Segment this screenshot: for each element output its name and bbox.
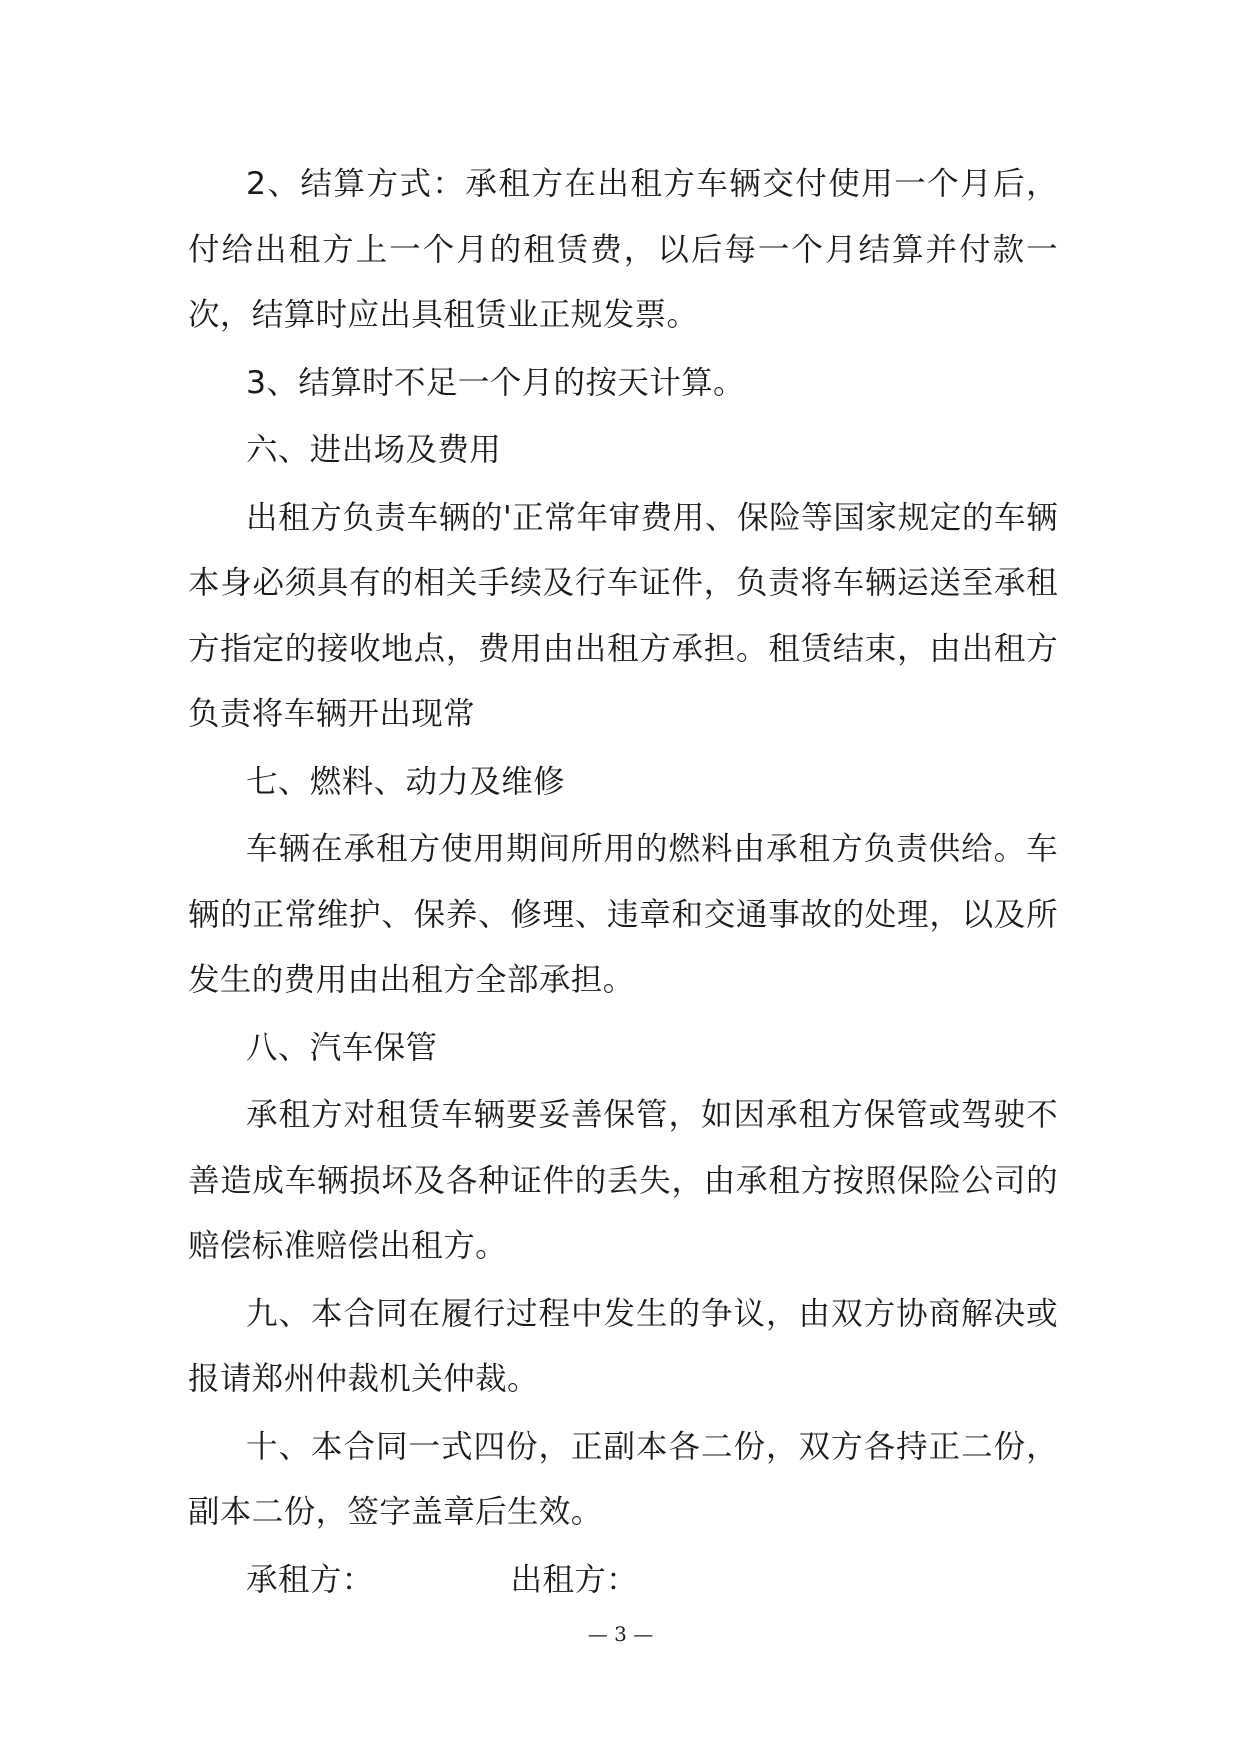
- lessee-signature-label: 承租方：: [246, 1561, 374, 1598]
- paragraph-copies-effect: 十、本合同一式四份，正副本各二份，双方各持正二份，副本二份，签字盖章后生效。: [188, 1428, 1058, 1530]
- section-heading-six: 六、进出场及费用: [246, 432, 502, 468]
- lessor-signature-label: 出租方：: [510, 1561, 639, 1598]
- section-heading-eight: 八、汽车保管: [246, 1029, 438, 1066]
- paragraph-partial-month: 3、结算时不足一个月的按天计算。: [246, 364, 745, 401]
- signature-spacer: [374, 1548, 453, 1614]
- document-body: [188, 152, 1058, 1615]
- section-heading-seven: 七、燃料、动力及维修: [246, 763, 566, 800]
- paragraph-settlement-method: 2、结算方式：承租方在出租方车辆交付使用一个月后，付给出租方上一个月的租赁费，以后每一个月结算并付款一次，结算时应出具租赁业正规发票。: [188, 166, 1058, 333]
- signature-line: [188, 1548, 1058, 1614]
- page-number: — 3 —: [587, 1622, 654, 1646]
- paragraph-entry-exit-costs: 出租方负责车辆的'正常年审费用、保险等国家规定的车辆本身必须具有的相关手续及行车证件，负责将车辆运送至承租方指定的接收地点，费用由出租方承担。租赁结束，由出租方负责将车辆开出现常: [188, 499, 1058, 732]
- paragraph-dispute-resolution: 九、本合同在履行过程中发生的争议，由双方协商解决或报请郑州仲裁机关仲裁。: [188, 1295, 1058, 1397]
- paragraph-vehicle-custody: 承租方对租赁车辆要妥善保管，如因承租方保管或驾驶不善造成车辆损坏及各种证件的丢失，由承租方按照保险公司的赔偿标准赔偿出租方。: [188, 1097, 1058, 1264]
- paragraph-fuel-maintenance: 车辆在承租方使用期间所用的燃料由承租方负责供给。车辆的正常维护、保养、修理、违章和交通事故的处理，以及所发生的费用由出租方全部承担。: [188, 831, 1058, 998]
